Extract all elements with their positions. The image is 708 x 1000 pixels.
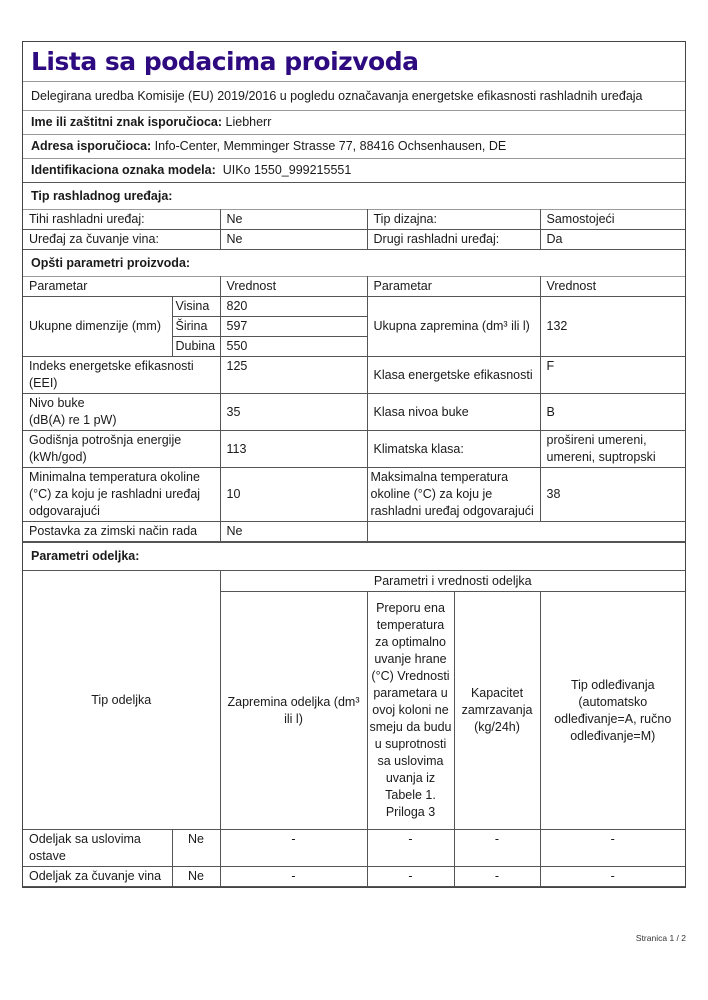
noise-class-label: Klasa nivoa buke <box>367 394 540 431</box>
eei-value: 125 <box>220 357 367 394</box>
dimensions-label: Ukupne dimenzije (mm) <box>23 297 172 357</box>
energy-class-value: F <box>540 357 685 394</box>
col-header-type: Tip odeljka <box>23 571 220 830</box>
compartments-heading: Parametri odeljka: <box>23 542 685 570</box>
col-header-value-2: Vrednost <box>540 277 685 297</box>
compartment-defrost: - <box>540 830 685 867</box>
max-temp-label: Maksimalna temperatura okoline (°C) za koju je rashladni uređaj odgovarajući <box>367 468 540 522</box>
col-header-value: Vrednost <box>220 277 367 297</box>
model-id-value: UIKo 1550_999215551 <box>222 163 352 177</box>
page-title: Lista sa podacima proizvoda <box>31 47 419 76</box>
model-id-label: Identifikaciona oznaka modela: <box>31 163 216 177</box>
group-header: Parametri i vrednosti odeljka <box>220 571 685 592</box>
table-row <box>23 830 685 867</box>
compartment-type: Odeljak sa uslovima ostave <box>23 830 172 867</box>
table-header-row <box>23 571 685 592</box>
max-temp-value: 38 <box>540 468 685 522</box>
compartment-freeze: - <box>454 867 540 887</box>
compartment-freeze: - <box>454 830 540 867</box>
other-appliance-label: Drugi rashladni uređaj: <box>367 230 540 250</box>
regulation-subtitle: Delegirana uredba Komisije (EU) 2019/2016 u pogledu označavanja energetske efikasnosti rashladnih uređaja <box>23 81 685 110</box>
noise-class-value: B <box>540 394 685 431</box>
eei-label: Indeks energetske efikasnosti (EEI) <box>23 357 220 394</box>
table-row <box>23 210 685 230</box>
compartment-temp: - <box>367 830 454 867</box>
table-row <box>23 230 685 250</box>
compartment-present: Ne <box>172 830 220 867</box>
height-value: 820 <box>220 297 367 317</box>
wine-storage-value: Ne <box>220 230 367 250</box>
col-header-temp: Preporu ena temperatura za optimalno uvanje hrane (°C) Vrednosti parametara u ovoj koloni ne smeju da budu u suprotnosti sa uslovima uvanja iz Tabele 1. Priloga 3 <box>367 592 454 830</box>
noise-value: 35 <box>220 394 367 431</box>
general-params-heading: Opšti parametri proizvoda: <box>31 256 191 270</box>
supplier-name-value: Liebherr <box>225 115 272 129</box>
wine-storage-label: Uređaj za čuvanje vina: <box>23 230 220 250</box>
col-header-volume: Zapremina odeljka (dm³ ili l) <box>220 592 367 830</box>
compartment-volume: - <box>220 867 367 887</box>
supplier-address-label: Adresa isporučioca: <box>31 139 152 153</box>
silent-label: Tihi rashladni uređaj: <box>23 210 220 230</box>
width-label: Širina <box>172 317 220 337</box>
model-id-row <box>23 158 685 182</box>
total-volume-value: 132 <box>540 297 685 357</box>
noise-label-line2: (dB(A) re 1 pW) <box>29 413 117 427</box>
table-row <box>23 394 685 431</box>
table-row <box>23 297 685 317</box>
annual-energy-label: Godišnja potrošnja energije (kWh/god) <box>23 431 220 468</box>
climate-class-label: Klimatska klasa: <box>367 431 540 468</box>
climate-class-value: prošireni umereni, umereni, suptropski <box>540 431 685 468</box>
compartment-volume: - <box>220 830 367 867</box>
col-header-param-2: Parametar <box>367 277 540 297</box>
compartments-table <box>23 570 685 887</box>
supplier-address-value: Info-Center, Memminger Strasse 77, 88416 Ochsenhausen, DE <box>154 139 507 153</box>
table-row <box>23 357 685 394</box>
energy-class-label: Klasa energetske efikasnosti <box>367 357 540 394</box>
supplier-name-label: Ime ili zaštitni znak isporučioca: <box>31 115 223 129</box>
design-type-label: Tip dizajna: <box>367 210 540 230</box>
width-value: 597 <box>220 317 367 337</box>
depth-value: 550 <box>220 337 367 357</box>
height-label: Visina <box>172 297 220 317</box>
general-params-table <box>23 276 685 542</box>
appliance-type-table <box>23 209 685 250</box>
compartment-temp: - <box>367 867 454 887</box>
col-header-defrost: Tip odleđivanja (automatsko odleđivanje=A, ručno odleđivanje=M) <box>540 592 685 830</box>
appliance-type-heading: Tip rashladnog uređaja: <box>23 182 685 209</box>
noise-label-line1: Nivo buke <box>29 396 85 410</box>
col-header-freeze: Kapacitet zamrzavanja (kg/24h) <box>454 592 540 830</box>
min-temp-value: 10 <box>220 468 367 522</box>
col-header-param: Parametar <box>23 277 220 297</box>
compartment-defrost: - <box>540 867 685 887</box>
winter-mode-label: Postavka za zimski način rada <box>23 522 220 542</box>
silent-value: Ne <box>220 210 367 230</box>
supplier-address-row <box>23 134 685 158</box>
supplier-name-row <box>23 110 685 134</box>
product-data-sheet <box>22 41 686 888</box>
min-temp-label: Minimalna temperatura okoline (°C) za koju je rashladni uređaj odgovarajući <box>23 468 220 522</box>
depth-label: Dubina <box>172 337 220 357</box>
other-appliance-value: Da <box>540 230 685 250</box>
table-row <box>23 867 685 887</box>
noise-label <box>23 394 220 431</box>
design-type-value: Samostojeći <box>540 210 685 230</box>
table-row <box>23 522 685 542</box>
empty-cell <box>367 522 685 542</box>
compartment-present: Ne <box>172 867 220 887</box>
page-number: Stranica 1 / 2 <box>635 933 686 943</box>
total-volume-label: Ukupna zapremina (dm³ ili l) <box>367 297 540 357</box>
table-header-row <box>23 277 685 297</box>
compartment-type: Odeljak za čuvanje vina <box>23 867 172 887</box>
winter-mode-value: Ne <box>220 522 367 542</box>
annual-energy-value: 113 <box>220 431 367 468</box>
table-row <box>23 468 685 522</box>
table-row <box>23 431 685 468</box>
